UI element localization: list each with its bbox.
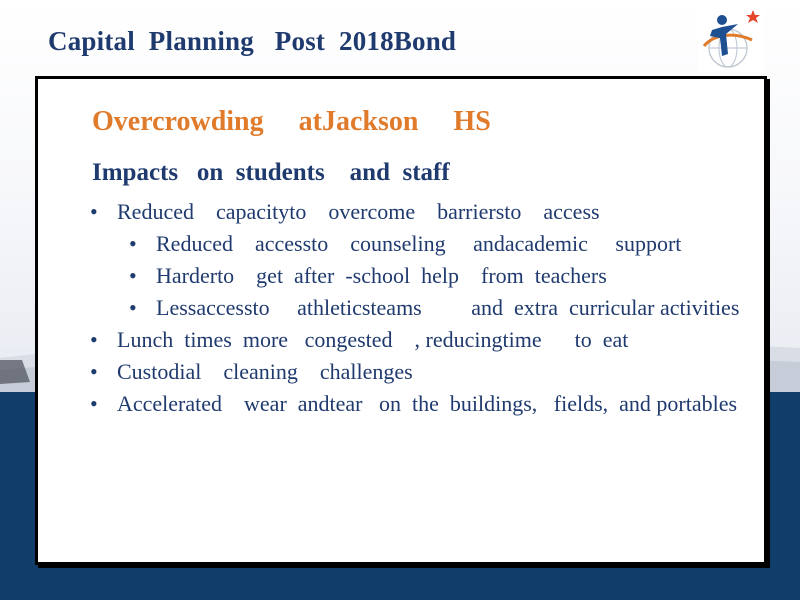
bullet-item: • Custodial cleaning challenges — [88, 356, 758, 388]
slide-heading: Overcrowding atJackson HS — [92, 106, 491, 137]
sub-bullet-item: • Harderto get after -school help from teachers — [88, 260, 758, 292]
bullet-item: • Reduced capacityto overcome barriersto access — [88, 196, 758, 228]
sub-bullet-item: • Lessaccessto athleticsteams and extra curricular activities — [88, 292, 758, 324]
sub-bullet-item: • Reduced accessto counseling andacademic support — [88, 228, 758, 260]
bullet-item: • Lunch times more congested , reducingtime to eat — [88, 324, 758, 356]
person-globe-star-logo-icon — [698, 6, 764, 72]
slide-subheading: Impacts on students and staff — [92, 159, 450, 186]
presentation-title: Capital Planning Post 2018Bond — [48, 26, 457, 56]
bullet-item: • Accelerated wear andtear on the buildings, fields, and portables — [88, 388, 758, 420]
slide-content-box — [35, 76, 767, 565]
bullet-list — [88, 196, 758, 420]
